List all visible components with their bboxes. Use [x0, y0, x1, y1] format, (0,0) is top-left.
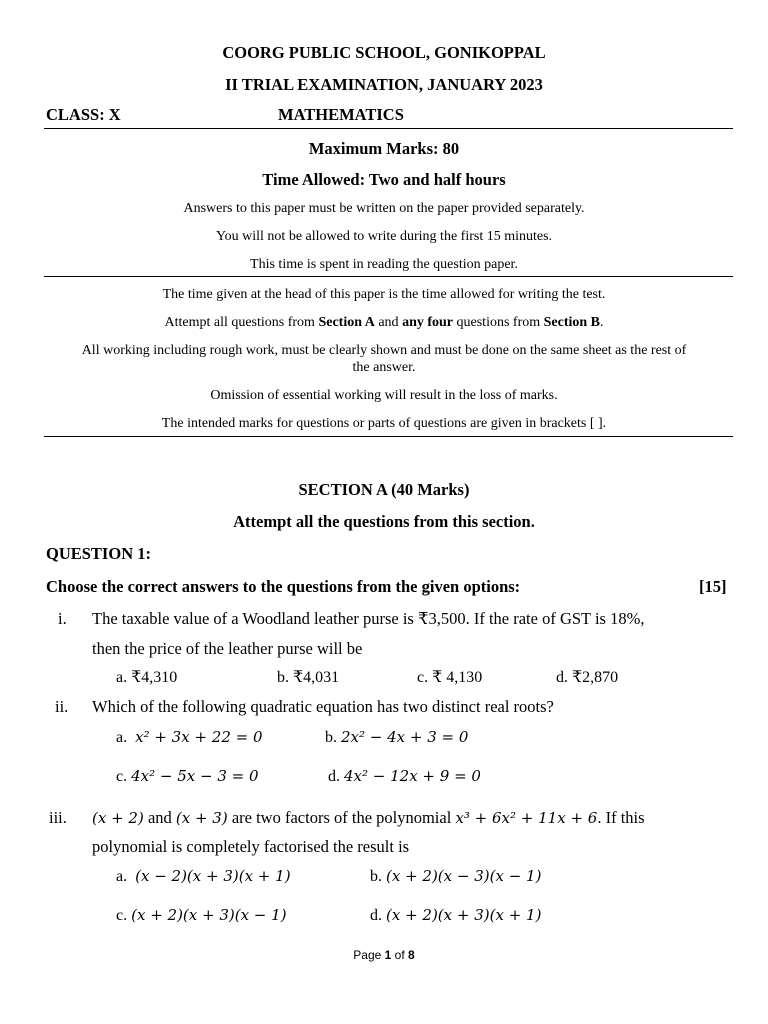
note-reading: This time is spent in reading the question paper. — [250, 257, 518, 272]
instruction-omission: Omission of essential working will result in the loss of marks. — [210, 388, 558, 403]
expression: (x + 2)(x − 3)(x − 1) — [386, 867, 542, 885]
page-number: 1 — [384, 948, 392, 962]
header-divider — [44, 128, 733, 129]
instruction-working-line2: the answer. — [352, 360, 416, 375]
section-subtitle: Attempt all the questions from this section. — [233, 512, 535, 531]
time-allowed: Time Allowed: Two and half hours — [262, 170, 506, 189]
expression: (x − 2)(x + 3)(x + 1) — [135, 867, 291, 885]
exam-title: II TRIAL EXAMINATION, JANUARY 2023 — [225, 75, 543, 94]
question-text-line2: polynomial is completely factorised the result is — [92, 837, 410, 856]
option-d: d. ₹2,870 — [556, 669, 619, 686]
question-marks: [15] — [699, 577, 727, 596]
instruction-working-line1: All working including rough work, must be clearly shown and must be done on the same sheet as the rest of — [81, 343, 687, 358]
max-marks: Maximum Marks: 80 — [308, 139, 460, 158]
option-b: b. 2x² − 4x + 3 = 0 — [325, 728, 469, 746]
expression: (x + 2)(x + 3)(x + 1) — [386, 906, 542, 924]
option-d: d. 4x² − 12x + 9 = 0 — [328, 767, 481, 785]
question-instruction: Choose the correct answers to the questions from the given options: — [46, 577, 521, 596]
school-name: COORG PUBLIC SCHOOL, GONIKOPPAL — [222, 43, 546, 62]
page-footer: Page 1 of 8 — [353, 948, 415, 962]
instruction-attempt: Attempt all questions from Section A and any four questions from Section B. — [164, 315, 604, 330]
option-a: a. ₹4,310 — [116, 669, 178, 686]
note-writing: You will not be allowed to write during the first 15 minutes. — [215, 229, 553, 244]
option-c: c. 4x² − 5x − 3 = 0 — [116, 767, 259, 785]
instruction-time: The time given at the head of this paper is the time allowed for writing the test. — [162, 287, 606, 302]
class-label: CLASS: X — [46, 105, 121, 124]
question-text-line1: The taxable value of a Woodland leather purse is ₹3,500. If the rate of GST is 18%, — [92, 609, 645, 628]
option-d: d. (x + 2)(x + 3)(x + 1) — [370, 906, 542, 924]
page-total: 8 — [408, 948, 415, 962]
question-number: ii. — [55, 697, 69, 716]
question-number: i. — [58, 609, 67, 628]
option-a: a. (x − 2)(x + 3)(x + 1) — [116, 867, 291, 885]
expression: (x + 2)(x + 3)(x − 1) — [131, 906, 287, 924]
note-answers: Answers to this paper must be written on the paper provided separately. — [183, 201, 585, 216]
question-text-line2: then the price of the leather purse will be — [92, 639, 363, 658]
question-text-line1: (x + 2) and (x + 3) are two factors of the polynomial x³ + 6x² + 11x + 6. If this — [92, 808, 645, 827]
equation: 4x² − 12x + 9 = 0 — [344, 767, 481, 785]
instructions-divider — [44, 436, 733, 437]
equation: 2x² − 4x + 3 = 0 — [341, 728, 469, 746]
subject-label: MATHEMATICS — [278, 105, 404, 124]
meta-divider — [44, 276, 733, 277]
option-c: c. ₹ 4,130 — [417, 669, 483, 686]
instruction-marks: The intended marks for questions or parts of questions are given in brackets [ ]. — [161, 416, 607, 431]
option-a: a. x² + 3x + 22 = 0 — [116, 728, 263, 746]
option-c: c. (x + 2)(x + 3)(x − 1) — [116, 906, 287, 924]
equation: 4x² − 5x − 3 = 0 — [131, 767, 259, 785]
question-title: QUESTION 1: — [46, 544, 151, 563]
option-b: b. (x + 2)(x − 3)(x − 1) — [370, 867, 542, 885]
section-title: SECTION A (40 Marks) — [298, 480, 470, 499]
equation: x² + 3x + 22 = 0 — [135, 728, 263, 746]
question-number: iii. — [49, 808, 67, 827]
option-b: b. ₹4,031 — [277, 669, 340, 686]
question-text: Which of the following quadratic equation has two distinct real roots? — [92, 697, 554, 716]
